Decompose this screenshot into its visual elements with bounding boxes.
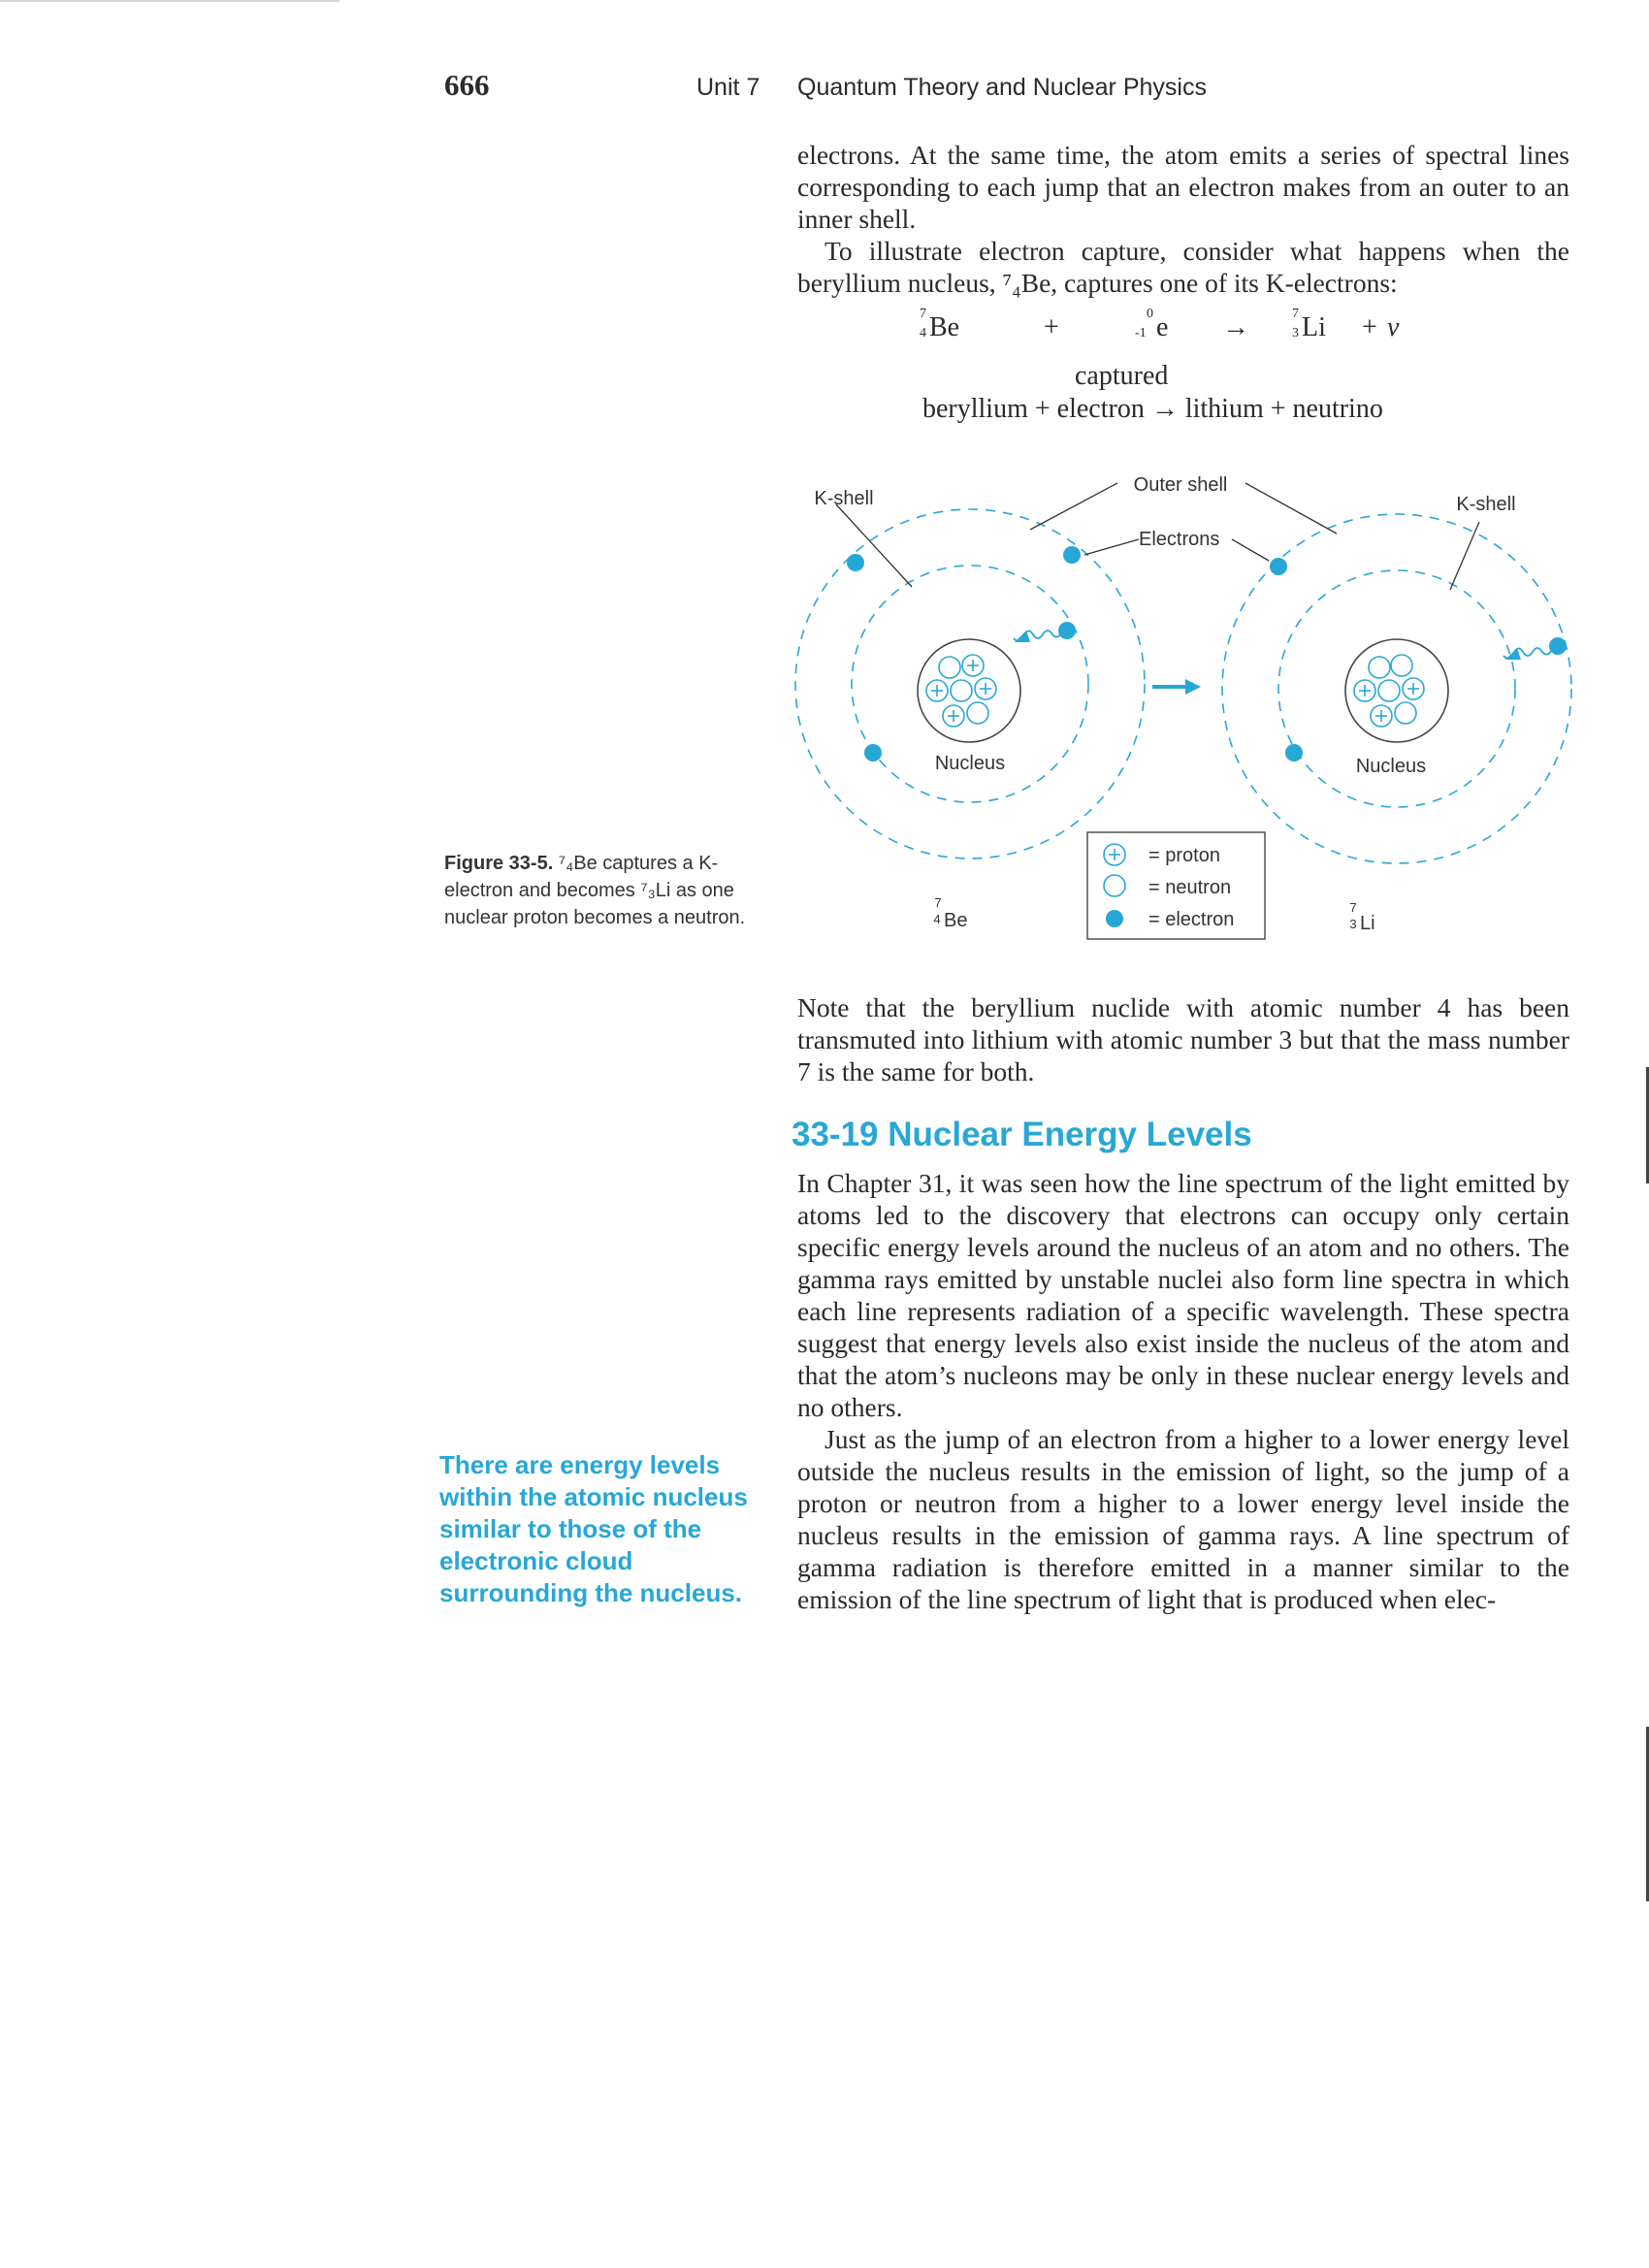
electron-dot <box>1285 744 1303 761</box>
neutron-icon <box>951 680 972 701</box>
electrons-label: Electrons <box>1139 529 1220 550</box>
electron-dot <box>864 744 882 761</box>
proton-icon <box>926 680 948 701</box>
legend-neutron: = neutron <box>1148 877 1232 898</box>
leader-line <box>1245 483 1337 534</box>
neutron-icon <box>1378 680 1400 701</box>
k-shell-label: K-shell <box>814 488 874 509</box>
paragraph-electron-capture: To illustrate electron capture, consider what happens when the beryllium nucleus, ⁷₄Be, captures one of its K-electrons: <box>797 236 1569 298</box>
figure-caption <box>444 850 755 931</box>
outer-shell-label: Outer shell <box>1133 474 1228 496</box>
running-head-title: Quantum Theory and Nuclear Physics <box>797 74 1207 101</box>
mass-number: 0 <box>1147 307 1153 321</box>
reaction-arrow: → <box>1222 312 1249 342</box>
symbol: Li <box>1302 312 1326 342</box>
neutron-icon <box>967 702 988 724</box>
symbol: e <box>1156 312 1169 342</box>
electron-dot <box>1063 546 1081 564</box>
electron-dot <box>1549 637 1567 655</box>
atomic-number: 4 <box>920 326 926 340</box>
electron-dot <box>1270 558 1287 575</box>
electron-capture-diagram <box>776 466 1581 951</box>
legend-proton: = proton <box>1148 845 1220 866</box>
margin-note: There are energy levels within the atomic nucleus similar to those of the electronic cloud surrounding the nucleus. <box>439 1450 748 1607</box>
element-label: Be <box>944 910 968 931</box>
atomic-number: 4 <box>933 912 941 926</box>
proton-icon <box>1104 844 1125 865</box>
neutrino-symbol: ν <box>1387 312 1400 342</box>
leader-line <box>836 504 912 587</box>
captured-label: captured <box>1075 361 1169 391</box>
figure-caption-text: ⁷₄Be captures a K-electron and becomes ⁷₃Li as one nuclear proton becomes a neutron. <box>444 853 746 928</box>
atomic-number: 3 <box>1292 326 1299 340</box>
electron-dot <box>847 554 864 571</box>
section-paragraph: In Chapter 31, it was seen how the line spectrum of the light emitted by atoms led to the discovery that electrons can occupy only certain specific energy levels around the nucleus of an atom and no others. The gamma rays emitted by unstable nuclei also form line spectra in which each line represents radiation of a specific wavelength. These spectra suggest that energy levels also exist inside the nucleus of the atom and that the atom’s nucleons may be only in these nuclear energy levels and no others. <box>797 1168 1569 1422</box>
leader-line <box>1450 522 1479 590</box>
neutron-icon <box>1395 702 1416 724</box>
k-shell-label: K-shell <box>1456 494 1516 515</box>
scan-artifact <box>0 0 340 2</box>
proton-icon <box>1403 678 1424 699</box>
paragraph-continued: electrons. At the same time, the atom emits a series of spectral lines corresponding to each jump that an electron makes from an outer to an inner shell. <box>797 140 1569 234</box>
leader-line <box>1084 539 1139 555</box>
proton-icon <box>962 655 984 676</box>
arrowhead-icon <box>1015 631 1030 642</box>
legend-electron: = electron <box>1148 909 1235 930</box>
electron-icon <box>1106 910 1123 927</box>
neutron-icon <box>1369 657 1390 678</box>
leader-line <box>1232 539 1269 561</box>
neutron-icon <box>939 657 960 678</box>
paragraph-after-figure: Note that the beryllium nuclide with atomic number 4 has been transmuted into lithium with atomic number 3 but that the mass number 7 is the same for both. <box>797 992 1569 1086</box>
neutron-icon <box>1104 875 1125 896</box>
leader-line <box>1030 483 1117 530</box>
nuclear-equation <box>920 307 1463 351</box>
legend <box>1087 832 1265 939</box>
proton-icon <box>1371 705 1392 727</box>
electron-dot <box>1058 622 1076 639</box>
atomic-number: -1 <box>1135 326 1147 340</box>
figure-label: Figure 33-5. <box>444 853 554 874</box>
neutron-icon <box>1391 655 1412 676</box>
plus-sign: + <box>1044 312 1059 342</box>
mass-number: 7 <box>1292 307 1299 321</box>
nucleus-label: Nucleus <box>934 753 1006 774</box>
mass-number: 7 <box>920 307 926 321</box>
section-body <box>797 1167 1569 1615</box>
nucleus-label: Nucleus <box>1355 756 1427 777</box>
proton-icon <box>943 705 964 727</box>
section-paragraph: Just as the jump of an electron from a higher to a lower energy level outside the nucleus results in the emission of light, so the jump of a proton or neutron from a higher to a lower energy level inside the nucleus results in the emission of gamma rays. A line spectrum of gamma radiation is therefore emitted in a manner similar to the emission of the line spectrum of light that is produced when elec- <box>797 1424 1569 1614</box>
proton-icon <box>975 678 996 699</box>
plus-sign: + <box>1362 312 1377 342</box>
mass-number: 7 <box>1349 900 1357 915</box>
word-equation: beryllium + electron → lithium + neutrino <box>922 394 1383 424</box>
atomic-number: 3 <box>1349 917 1357 931</box>
paragraph-top <box>797 139 1569 299</box>
proton-icon <box>1354 680 1375 701</box>
element-label: Li <box>1360 913 1375 934</box>
page-number: 666 <box>444 68 490 102</box>
symbol: Be <box>929 312 960 342</box>
atom-li <box>1222 494 1571 934</box>
running-head-unit: Unit 7 <box>696 74 760 101</box>
transition-arrow <box>1152 679 1201 695</box>
section-heading: 33-19 Nuclear Energy Levels <box>792 1116 1252 1153</box>
mass-number: 7 <box>934 895 942 910</box>
